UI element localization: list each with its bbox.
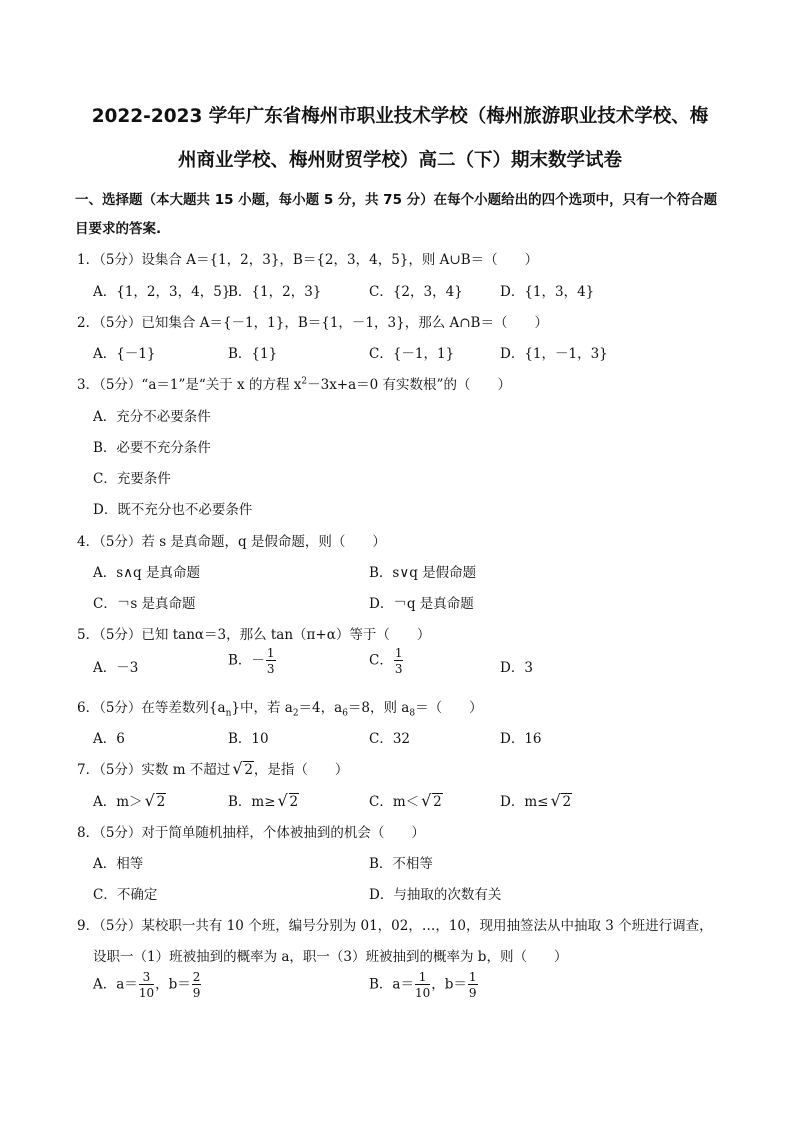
- question-7-option-a-label: A．m＞: [93, 794, 143, 810]
- question-4-option-c: C．￢s 是真命题: [93, 596, 196, 612]
- numerator: 3: [139, 971, 154, 985]
- subscript-8: 8: [409, 708, 416, 719]
- question-5-option-d: D．3: [500, 660, 533, 676]
- radicand: 2: [244, 762, 253, 778]
- question-9-option-a-prefix: A．a＝: [93, 976, 138, 993]
- question-7-option-c: [369, 790, 443, 810]
- question-5-option-c-prefix: C．: [369, 652, 393, 669]
- question-7-option-b-label: B．m≥: [228, 794, 276, 810]
- question-7-stem-part1: 7．（5分）实数 m 不超过: [77, 762, 231, 778]
- question-5-option-b-prefix: B．－: [228, 652, 265, 669]
- radicand: 2: [433, 794, 442, 810]
- question-3-stem: [77, 373, 511, 393]
- question-6-option-d: D．16: [500, 731, 542, 747]
- fraction: [266, 647, 276, 675]
- fraction: [468, 971, 478, 999]
- numerator: 1: [468, 970, 477, 984]
- question-8-option-d: D．与抽取的次数有关: [369, 887, 502, 903]
- radicand: 2: [156, 794, 166, 810]
- question-6-stem-part3: ＝4，a: [298, 700, 343, 716]
- question-6-option-c: C．32: [369, 731, 411, 747]
- question-9-option-b: [369, 971, 479, 999]
- sqrt: [550, 793, 572, 810]
- question-9-stem-line1: 9．（5分）某校职一共有 10 个班，编号分别为 01，02，…，10，现用抽签法从中抽取 3 个班进行调查，: [77, 918, 713, 934]
- sqrt: [278, 793, 300, 810]
- question-4-option-d: D．￢q 是真命题: [369, 596, 474, 612]
- question-9-option-b-mid: ，b＝: [431, 976, 467, 993]
- question-1-option-b: B．{1，2，3}: [228, 284, 322, 300]
- question-8-option-a: A．相等: [93, 856, 144, 872]
- fraction: [394, 647, 404, 675]
- question-2-option-b: B．{1}: [228, 346, 278, 362]
- fraction: [192, 971, 202, 999]
- question-5-option-a: A．－3: [93, 660, 139, 676]
- question-9-stem-line2: 设职一（1）班被抽到的概率为 a，职一（3）班被抽到的概率为 b，则（ ）: [93, 949, 568, 965]
- question-3-option-c: C．充要条件: [93, 471, 171, 487]
- question-4-option-a: A．s∧q 是真命题: [93, 565, 200, 581]
- numerator: 1: [415, 971, 430, 985]
- question-4-option-b: B．s∨q 是假命题: [369, 565, 477, 581]
- subscript-6: 6: [342, 708, 348, 719]
- numerator: 1: [394, 646, 403, 660]
- question-7-option-b: [228, 790, 299, 810]
- question-8-stem: 8．（5分）对于简单随机抽样，个体被抽到的机会（ ）: [77, 825, 425, 841]
- question-3-option-a: A．充分不必要条件: [93, 409, 211, 425]
- sqrt: [232, 761, 254, 778]
- section-heading-line1: 一、选择题（本大题共 15 小题，每小题 5 分，共 75 分）在每个小题给出的四个选项中，只有一个符合题: [75, 192, 718, 208]
- question-1-option-c: C．{2，3，4}: [369, 284, 463, 300]
- denominator: 3: [394, 662, 403, 676]
- question-6-stem-part1: 6．（5分）在等差数列{a: [77, 700, 226, 716]
- subscript-n: n: [225, 708, 232, 719]
- radicand: 2: [562, 794, 572, 810]
- question-3-exponent: 2: [301, 376, 308, 387]
- subscript-2: 2: [292, 708, 299, 719]
- question-2-stem: 2．（5分）已知集合 A＝{－1，1}，B＝{1，－1，3}，那么 A∩B＝（ ）: [77, 315, 548, 331]
- question-5-option-b: [228, 647, 277, 675]
- question-7-option-c-label: C．m＜: [369, 794, 420, 810]
- question-8-option-c: C．不确定: [93, 887, 158, 903]
- question-3-stem-part2: －3x+a＝0 有实数根”的（ ）: [307, 377, 511, 393]
- numerator: 1: [266, 646, 275, 660]
- fraction: [415, 971, 430, 999]
- question-4-stem: 4．（5分）若 s 是真命题，q 是假命题，则（ ）: [77, 534, 386, 550]
- question-6-stem: [77, 696, 483, 719]
- question-7-stem-part2: ，是指（ ）: [253, 762, 349, 778]
- section-heading-line2: 目要求的答案.: [75, 221, 162, 237]
- exam-title-line1: 2022-2023 学年广东省梅州市职业技术学校（梅州旅游职业技术学校、梅: [91, 106, 709, 127]
- question-6-stem-part4: ＝8，则 a: [347, 700, 410, 716]
- denominator: 10: [138, 986, 155, 1000]
- question-6-option-a: A．6: [93, 731, 125, 747]
- question-5-option-c: [369, 647, 404, 675]
- question-7-option-a: [93, 790, 166, 810]
- sqrt: [145, 793, 167, 810]
- question-9-option-a: [93, 971, 202, 999]
- question-6-option-b: B．10: [228, 731, 269, 747]
- question-5-stem: 5．（5分）已知 tanα＝3，那么 tan（π+α）等于（ ）: [77, 627, 431, 643]
- question-7-option-d: [500, 790, 572, 810]
- question-1-option-d: D．{1，3，4}: [500, 284, 595, 300]
- exam-title-line2: 州商业学校、梅州财贸学校）高二（下）期末数学试卷: [177, 150, 622, 171]
- question-2-option-c: C．{－1，1}: [369, 346, 455, 362]
- denominator: 9: [468, 986, 477, 1000]
- question-7-option-d-label: D．m≤: [500, 794, 549, 810]
- sqrt: [421, 793, 443, 810]
- question-9-option-b-prefix: B．a＝: [369, 976, 414, 993]
- numerator: 2: [192, 970, 201, 984]
- question-6-stem-part2: }中，若 a: [231, 700, 293, 716]
- question-9-option-a-mid: ，b＝: [155, 976, 191, 993]
- denominator: 9: [192, 986, 201, 1000]
- question-7-stem: [77, 758, 348, 778]
- fraction: [139, 971, 154, 999]
- question-3-option-d: D．既不充分也不必要条件: [93, 502, 253, 518]
- question-2-option-d: D．{1，－1，3}: [500, 346, 608, 362]
- question-6-stem-part5: ＝（ ）: [415, 700, 483, 716]
- radicand: 2: [289, 794, 299, 810]
- question-1-option-a: A．{1，2，3，4，5}: [93, 284, 231, 300]
- question-3-stem-part1: 3．（5分）“a＝1”是“关于 x 的方程 x: [77, 377, 302, 393]
- question-1-stem: 1．（5分）设集合 A＝{1，2，3}，B＝{2，3，4，5}，则 A∪B＝（ ）: [77, 252, 539, 268]
- denominator: 10: [414, 986, 431, 1000]
- question-3-option-b: B．必要不充分条件: [93, 440, 211, 456]
- denominator: 3: [266, 662, 275, 676]
- question-8-option-b: B．不相等: [369, 856, 433, 872]
- question-2-option-a: A．{－1}: [93, 346, 156, 362]
